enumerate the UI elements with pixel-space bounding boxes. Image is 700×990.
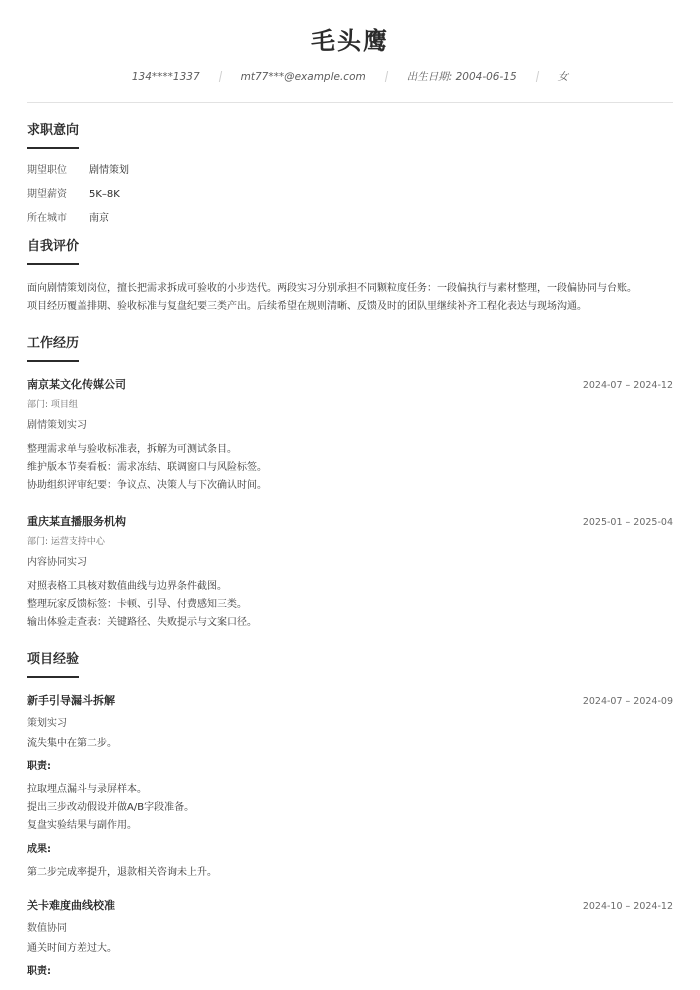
job-role: 内容协同实习 <box>27 557 87 568</box>
section-title: 项目经验 <box>27 652 80 667</box>
work-duties <box>27 578 673 632</box>
phone-number: 134****1337 <box>131 70 200 83</box>
intent-value: 剧情策划 <box>89 165 129 176</box>
entry-header <box>27 897 673 913</box>
date-range: 2024-10 – 2024-12 <box>582 901 673 912</box>
duty-line: 整理玩家反馈标签：卡顿、引导、付费感知三类。 <box>27 599 247 610</box>
project-role: 数值协同 <box>27 923 67 934</box>
company-name: 南京某文化传媒公司 <box>27 378 126 391</box>
intent-list <box>27 165 673 225</box>
entry-header <box>27 692 673 708</box>
intent-row-position <box>27 165 673 177</box>
project-role: 策划实习 <box>27 718 67 729</box>
intent-value: 5K–8K <box>89 189 120 200</box>
intent-row-city <box>27 213 673 225</box>
duty-line: 整理需求单与验收标准表，拆解为可测试条目。 <box>27 444 237 455</box>
section-underline <box>27 676 79 678</box>
company-name: 重庆某直播服务机构 <box>27 515 126 528</box>
duties-label: 职责: <box>27 761 51 772</box>
email-address: mt77***@example.com <box>240 70 366 83</box>
project-summary: 流失集中在第二步。 <box>27 738 117 749</box>
contact-info <box>27 69 673 84</box>
section-self-evaluation <box>27 237 673 316</box>
project-duties <box>27 781 673 835</box>
date-range: 2025-01 – 2025-04 <box>582 517 673 528</box>
resume-header <box>27 0 673 103</box>
duties-label: 职责: <box>27 966 51 977</box>
intent-key: 期望职位 <box>27 165 67 176</box>
project-results: 第二步完成率提升，退款相关咨询未上升。 <box>27 867 217 878</box>
duty-line: 提出三步改动假设并做A/B字段准备。 <box>27 802 195 813</box>
self-evaluation-line: 面向剧情策划岗位，擅长把需求拆成可验收的小步迭代。两段实习分别承担不同颗粒度任务：一段偏执行与素材整理，一段偏协同与台账。 <box>27 283 637 294</box>
project-entry <box>27 897 673 980</box>
self-evaluation-text <box>27 280 673 316</box>
section-projects <box>27 650 673 980</box>
department: 部门: 运营支持中心 <box>27 537 105 547</box>
work-duties <box>27 441 673 495</box>
section-title: 工作经历 <box>27 336 80 351</box>
project-entry <box>27 692 673 881</box>
work-entry <box>27 376 673 495</box>
department: 部门: 项目组 <box>27 400 78 410</box>
section-underline <box>27 147 79 149</box>
separator <box>385 71 388 82</box>
job-role: 剧情策划实习 <box>27 420 87 431</box>
duty-line: 维护版本节奏看板：需求冻结、联调窗口与风险标签。 <box>27 462 267 473</box>
separator <box>535 71 538 82</box>
project-name: 新手引导漏斗拆解 <box>27 694 115 707</box>
section-work-experience <box>27 334 673 632</box>
section-underline <box>27 263 79 265</box>
project-summary: 通关时间方差过大。 <box>27 943 117 954</box>
entry-header <box>27 513 673 529</box>
results-label: 成果: <box>27 844 51 855</box>
candidate-name: 毛头鹰 <box>311 27 389 55</box>
duty-line: 输出体验走查表：关键路径、失败提示与文案口径。 <box>27 617 257 628</box>
separator <box>218 71 221 82</box>
header-divider <box>27 102 673 103</box>
gender: 女 <box>557 71 569 83</box>
duty-line: 协助组织评审纪要：争议点、决策人与下次确认时间。 <box>27 480 267 491</box>
date-range: 2024-07 – 2024-12 <box>582 380 673 391</box>
self-evaluation-line: 项目经历覆盖排期、验收标准与复盘纪要三类产出。后续希望在规则清晰、反馈及时的团队里继续补齐工程化表达与现场沟通。 <box>27 301 587 312</box>
section-underline <box>27 360 79 362</box>
intent-value: 南京 <box>89 213 109 224</box>
section-job-intent <box>27 121 673 225</box>
duty-line: 对照表格工具核对数值曲线与边界条件截图。 <box>27 581 227 592</box>
section-title: 自我评价 <box>27 239 80 254</box>
birth-date: 出生日期: 2004-06-15 <box>406 71 517 83</box>
work-entry <box>27 513 673 632</box>
entry-header <box>27 376 673 392</box>
duty-line: 拉取埋点漏斗与录屏样本。 <box>27 784 147 795</box>
intent-key: 所在城市 <box>27 213 67 224</box>
date-range: 2024-07 – 2024-09 <box>582 696 673 707</box>
project-name: 关卡难度曲线校准 <box>27 899 115 912</box>
intent-key: 期望薪资 <box>27 189 67 200</box>
duty-line: 复盘实验结果与副作用。 <box>27 820 137 831</box>
section-title: 求职意向 <box>27 123 80 138</box>
intent-row-salary <box>27 189 673 201</box>
